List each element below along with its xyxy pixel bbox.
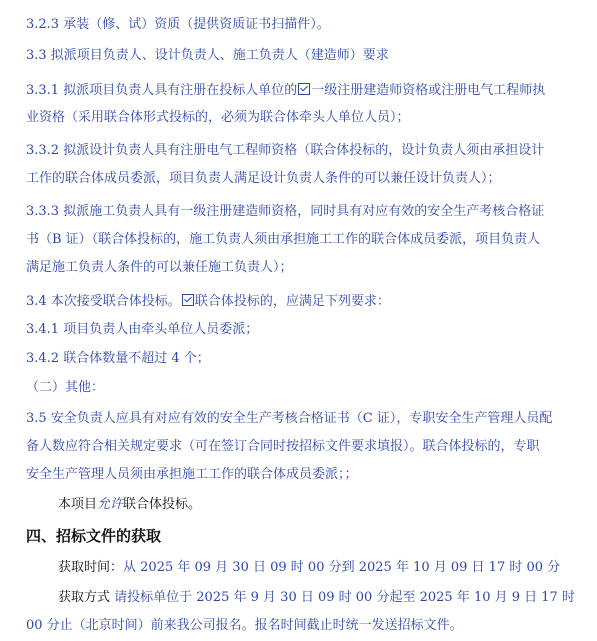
label: 获取方式: [58, 590, 111, 605]
clause-3-3-2-cont: [26, 171, 597, 187]
checkbox-checked-icon[interactable]: [298, 83, 310, 95]
clause-3-3-1-cont: [26, 110, 597, 126]
clause-3-3-3-cont1: [26, 232, 597, 248]
text: 联合体投标的，应满足下列要求：: [194, 294, 390, 309]
section-other: [26, 380, 597, 396]
clause-3-5-cont2: [26, 467, 597, 483]
acquire-method: [58, 590, 597, 606]
allowed-value: 允许: [97, 497, 124, 512]
clause-3-3-2: [26, 143, 597, 159]
heading-text: 四、招标文件的获取: [26, 527, 162, 545]
clause-3-4-2: [26, 351, 597, 367]
clause-3-3-1: [26, 82, 597, 99]
clause-3-4: [26, 293, 597, 310]
text: 联合体投标。: [123, 497, 202, 512]
text: 一级注册建造师资格或注册电气工程师执: [311, 83, 546, 98]
clause-3-4-1: [26, 322, 597, 338]
text: 3.4 本次接受联合体投标。: [26, 294, 181, 309]
clause-3-5-cont1: [26, 439, 597, 455]
text: 业资格（采用联合体形式投标的，必须为联合体牵头人单位人员）；: [26, 110, 410, 125]
text: 备人数应符合相关规定要求（可在签订合同时按招标文件要求填报）。联合体投标的，专职: [26, 439, 540, 454]
text: 3.5 安全负责人应具有对应有效的安全生产考核合格证书（C 证），专职安全生产管理人员配: [26, 411, 553, 426]
clause-3-3: [26, 48, 597, 64]
text: 3.2.3 承装（修、试）资质（提供资质证书扫描件）。: [26, 17, 330, 32]
clause-3-3-3: [26, 204, 597, 220]
text: 3.4.1 项目负责人由牵头单位人员委派；: [26, 322, 259, 337]
joint-bid-allowed: [58, 497, 597, 513]
text: （二）其他：: [26, 380, 105, 395]
section-heading: [26, 526, 597, 546]
clause-3-2-3: [26, 17, 597, 33]
text: 工作的联合体成员委派，项目负责人满足设计负责人条件的可以兼任设计负责人）；: [26, 171, 501, 186]
value: 请投标单位于 2025 年 9 月 30 日 09 时 00 分起至 2025 年 10 月 9 日 17 时: [114, 590, 575, 605]
acquire-time: [58, 560, 597, 576]
text: 满足施工负责人条件的可以兼任施工负责人）；: [26, 260, 293, 275]
text: 书（B 证）（联合体投标的，施工负责人须由承担施工工作的联合体成员委派，项目负责人: [26, 232, 541, 247]
clause-3-3-3-cont2: [26, 260, 597, 276]
text: 3.4.2 联合体数量不超过 4 个；: [26, 351, 210, 366]
acquire-method-cont: [26, 618, 597, 634]
text: 00 分止（北京时间）前来我公司报名。报名时间截止时统一发送招标文件。: [26, 618, 463, 633]
text: 本项目: [58, 497, 98, 512]
text: 安全生产管理人员须由承担施工工作的联合体成员委派；；: [26, 467, 358, 482]
clause-3-5: [26, 411, 597, 427]
checkbox-checked-icon[interactable]: [182, 294, 194, 306]
text: 3.3.2 拟派设计负责人具有注册电气工程师资格（联合体投标的，设计负责人须由承担设计: [26, 143, 545, 158]
text: 3.3 拟派项目负责人、设计负责人、施工负责人（建造师）要求: [26, 48, 389, 63]
text: 3.3.1 拟派项目负责人具有注册在投标人单位的: [26, 83, 298, 98]
text: 3.3.3 拟派施工负责人具有一级注册建造师资格，同时具有对应有效的安全生产考核合格证: [26, 204, 545, 219]
value: 从 2025 年 09 月 30 日 09 时 00 分到 2025 年 10 月 09 日 17 时 00 分: [123, 560, 561, 575]
label: 获取时间：: [58, 560, 124, 575]
